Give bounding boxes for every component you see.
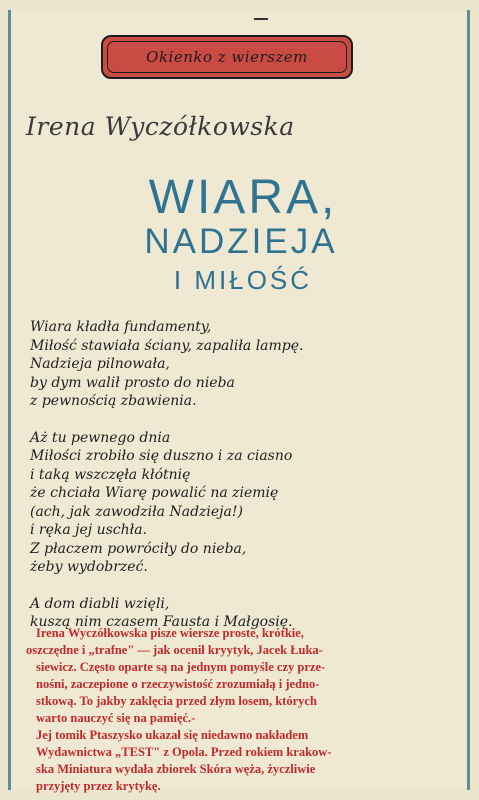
poem-title-line-1: WIARA, — [148, 171, 338, 224]
poem-line: Nadzieja pilnowała, — [30, 356, 170, 372]
poem-title-line-2: NADZIEJA — [144, 222, 338, 261]
poem-line: Z płaczem powróciły do nieba, — [30, 540, 247, 557]
poem-line: że chciała Wiarę powalić na ziemię — [30, 485, 279, 501]
note-line: nośni, zaczepione o rzeczywistość zrozumiałą i jedno- — [36, 677, 320, 691]
author-name: Irena Wyczółkowska — [26, 112, 295, 141]
poem-line: z pewnością zbawienia. — [30, 393, 197, 409]
note-line: Irena Wyczółkowska pisze wiersze proste, krótkie, — [36, 626, 304, 640]
poem-stanza-1 — [30, 318, 450, 411]
author-note-paragraph-1 — [26, 625, 440, 727]
poem-line: i ręka jej uschła. — [30, 522, 147, 538]
poem-title-line-3: I MIŁOŚĆ — [173, 265, 313, 295]
note-line: ska Miniatura wydała zbiorek Skóra węża, życzliwie — [36, 762, 316, 776]
poem-line: A dom diabli wzięli, — [30, 595, 170, 612]
poem-line: Miłość stawiała ściany, zapaliła lampę. — [30, 337, 304, 354]
author-note — [26, 625, 440, 795]
note-line: Wydawnictwa „TEST" z Opola. Przed rokiem krakow- — [36, 745, 332, 759]
poem-line: Miłości zrobiło się duszno i za ciasno — [30, 448, 293, 464]
note-line: Jej tomik Ptaszysko ukazał się niedawno nakładem — [36, 728, 309, 742]
page-mark — [254, 18, 268, 20]
poem-line: by dym walił prosto do nieba — [30, 374, 235, 391]
author-note-paragraph-2 — [26, 727, 440, 795]
note-line: warto nauczyć się na pamięć.- — [36, 711, 196, 725]
poem-line: i taką wszczęła kłótnię — [30, 466, 191, 483]
section-badge — [101, 35, 353, 79]
poem-body — [30, 318, 450, 650]
note-line: stkową. To jakby zaklęcia przed złym losem, których — [36, 694, 317, 708]
poem-line: Aż tu pewnego dnia — [30, 429, 171, 446]
poem-stanza-2 — [30, 429, 450, 577]
poem-line: (ach, jak zawodziła Nadzieja!) — [30, 503, 243, 520]
poem-line: Wiara kładła fundamenty, — [30, 319, 212, 335]
note-line: oszczędne i „trafne" — jak ocenił kryytyk, Jacek Łuka- — [26, 643, 323, 657]
note-line: siewicz. Często oparte są na jednym pomyśle czy prze- — [36, 660, 326, 674]
section-badge-label: Okienko z wierszem — [107, 41, 347, 73]
note-line: przyjęty przez krytykę. — [36, 779, 161, 793]
poem-line: kuszą nim czasem Fausta i Małgosię. — [30, 614, 293, 630]
poem-line: żeby wydobrzeć. — [30, 559, 148, 575]
